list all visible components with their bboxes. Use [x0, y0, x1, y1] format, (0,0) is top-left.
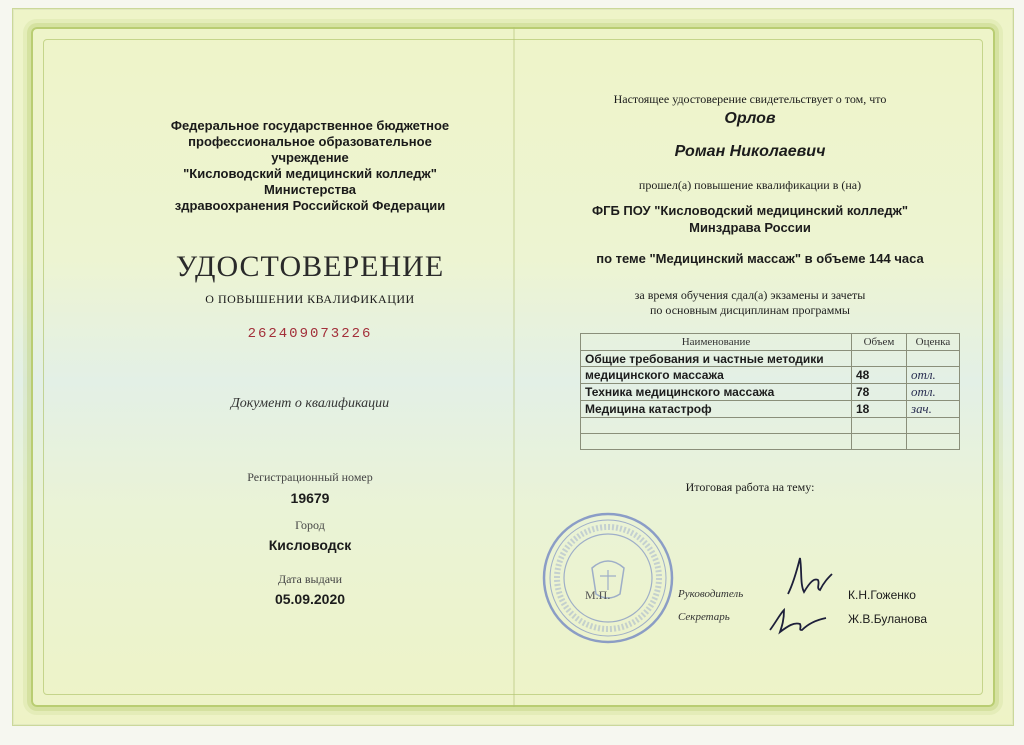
discipline-grade: зач. — [907, 401, 960, 418]
discipline-grade — [907, 351, 960, 367]
city-label: Город — [295, 518, 325, 532]
document-type: Документ о квалификации — [230, 396, 390, 411]
holder-name: Роман Николаевич — [674, 143, 826, 160]
discipline-grade — [907, 418, 960, 434]
table-row — [581, 418, 960, 434]
discipline-name: Медицина катастроф — [581, 401, 852, 418]
course-topic: по теме "Медицинский массаж" в объеме 144 часа — [596, 251, 924, 266]
official-seal-icon — [540, 510, 676, 646]
col-header-volume: Объем — [852, 334, 907, 351]
organization-name: Федеральное государственное бюджетное профессиональное образовательное учреждение "Кисловодский медицинский колледж" Министерства здравоохранения Российской Федерации — [170, 118, 450, 213]
disciplines-table — [580, 333, 960, 450]
discipline-volume — [852, 351, 907, 367]
discipline-volume: 18 — [852, 401, 907, 418]
discipline-name: Техника медицинского массажа — [581, 384, 852, 401]
secretary-name: Ж.В.Буланова — [848, 612, 927, 626]
head-name: К.Н.Гоженко — [848, 588, 916, 602]
certificate-subtitle: О ПОВЫШЕНИИ КВАЛИФИКАЦИИ — [205, 292, 415, 306]
serial-number: 262409073226 — [247, 326, 373, 342]
head-role: Руководитель — [678, 588, 744, 600]
discipline-grade — [907, 434, 960, 450]
holder-surname: Орлов — [724, 110, 776, 127]
discipline-name — [581, 418, 852, 434]
stamp-label: М.П. — [585, 588, 611, 602]
intro-text: Настоящее удостоверение свидетельствует о том, что — [613, 92, 887, 106]
col-header-name: Наименование — [581, 334, 852, 351]
certificate-title: УДОСТОВЕРЕНИЕ — [175, 250, 445, 283]
city: Кисловодск — [268, 537, 352, 553]
table-row — [581, 401, 960, 418]
discipline-volume: 48 — [852, 367, 907, 384]
final-work-label: Итоговая работа на тему: — [685, 480, 815, 494]
col-header-grade: Оценка — [907, 334, 960, 351]
discipline-grade: отл. — [907, 367, 960, 384]
discipline-grade: отл. — [907, 384, 960, 401]
discipline-name: медицинского массажа — [581, 367, 852, 384]
secretary-role: Секретарь — [678, 611, 730, 623]
table-row — [581, 434, 960, 450]
exam-text: за время обучения сдал(а) экзамены и зачеты по основным дисциплинам программы — [634, 288, 866, 317]
reg-number: 19679 — [290, 490, 330, 506]
discipline-volume: 78 — [852, 384, 907, 401]
reg-number-label: Регистрационный номер — [247, 470, 373, 484]
date-label: Дата выдачи — [277, 572, 343, 586]
issue-date: 05.09.2020 — [274, 591, 346, 607]
passed-text: прошел(а) повышение квалификации в (на) — [638, 178, 862, 192]
discipline-volume — [852, 418, 907, 434]
secretary-signature-icon — [766, 604, 830, 638]
table-row — [581, 367, 960, 384]
table-row — [581, 351, 960, 367]
table-row — [581, 384, 960, 401]
institution-name: ФГБ ПОУ "Кисловодский медицинский колледж" Минздрава России — [591, 203, 909, 235]
discipline-name — [581, 434, 852, 450]
head-signature-icon — [780, 552, 836, 602]
discipline-name: Общие требования и частные методики — [581, 351, 852, 367]
fold-line — [513, 27, 515, 707]
discipline-volume — [852, 434, 907, 450]
